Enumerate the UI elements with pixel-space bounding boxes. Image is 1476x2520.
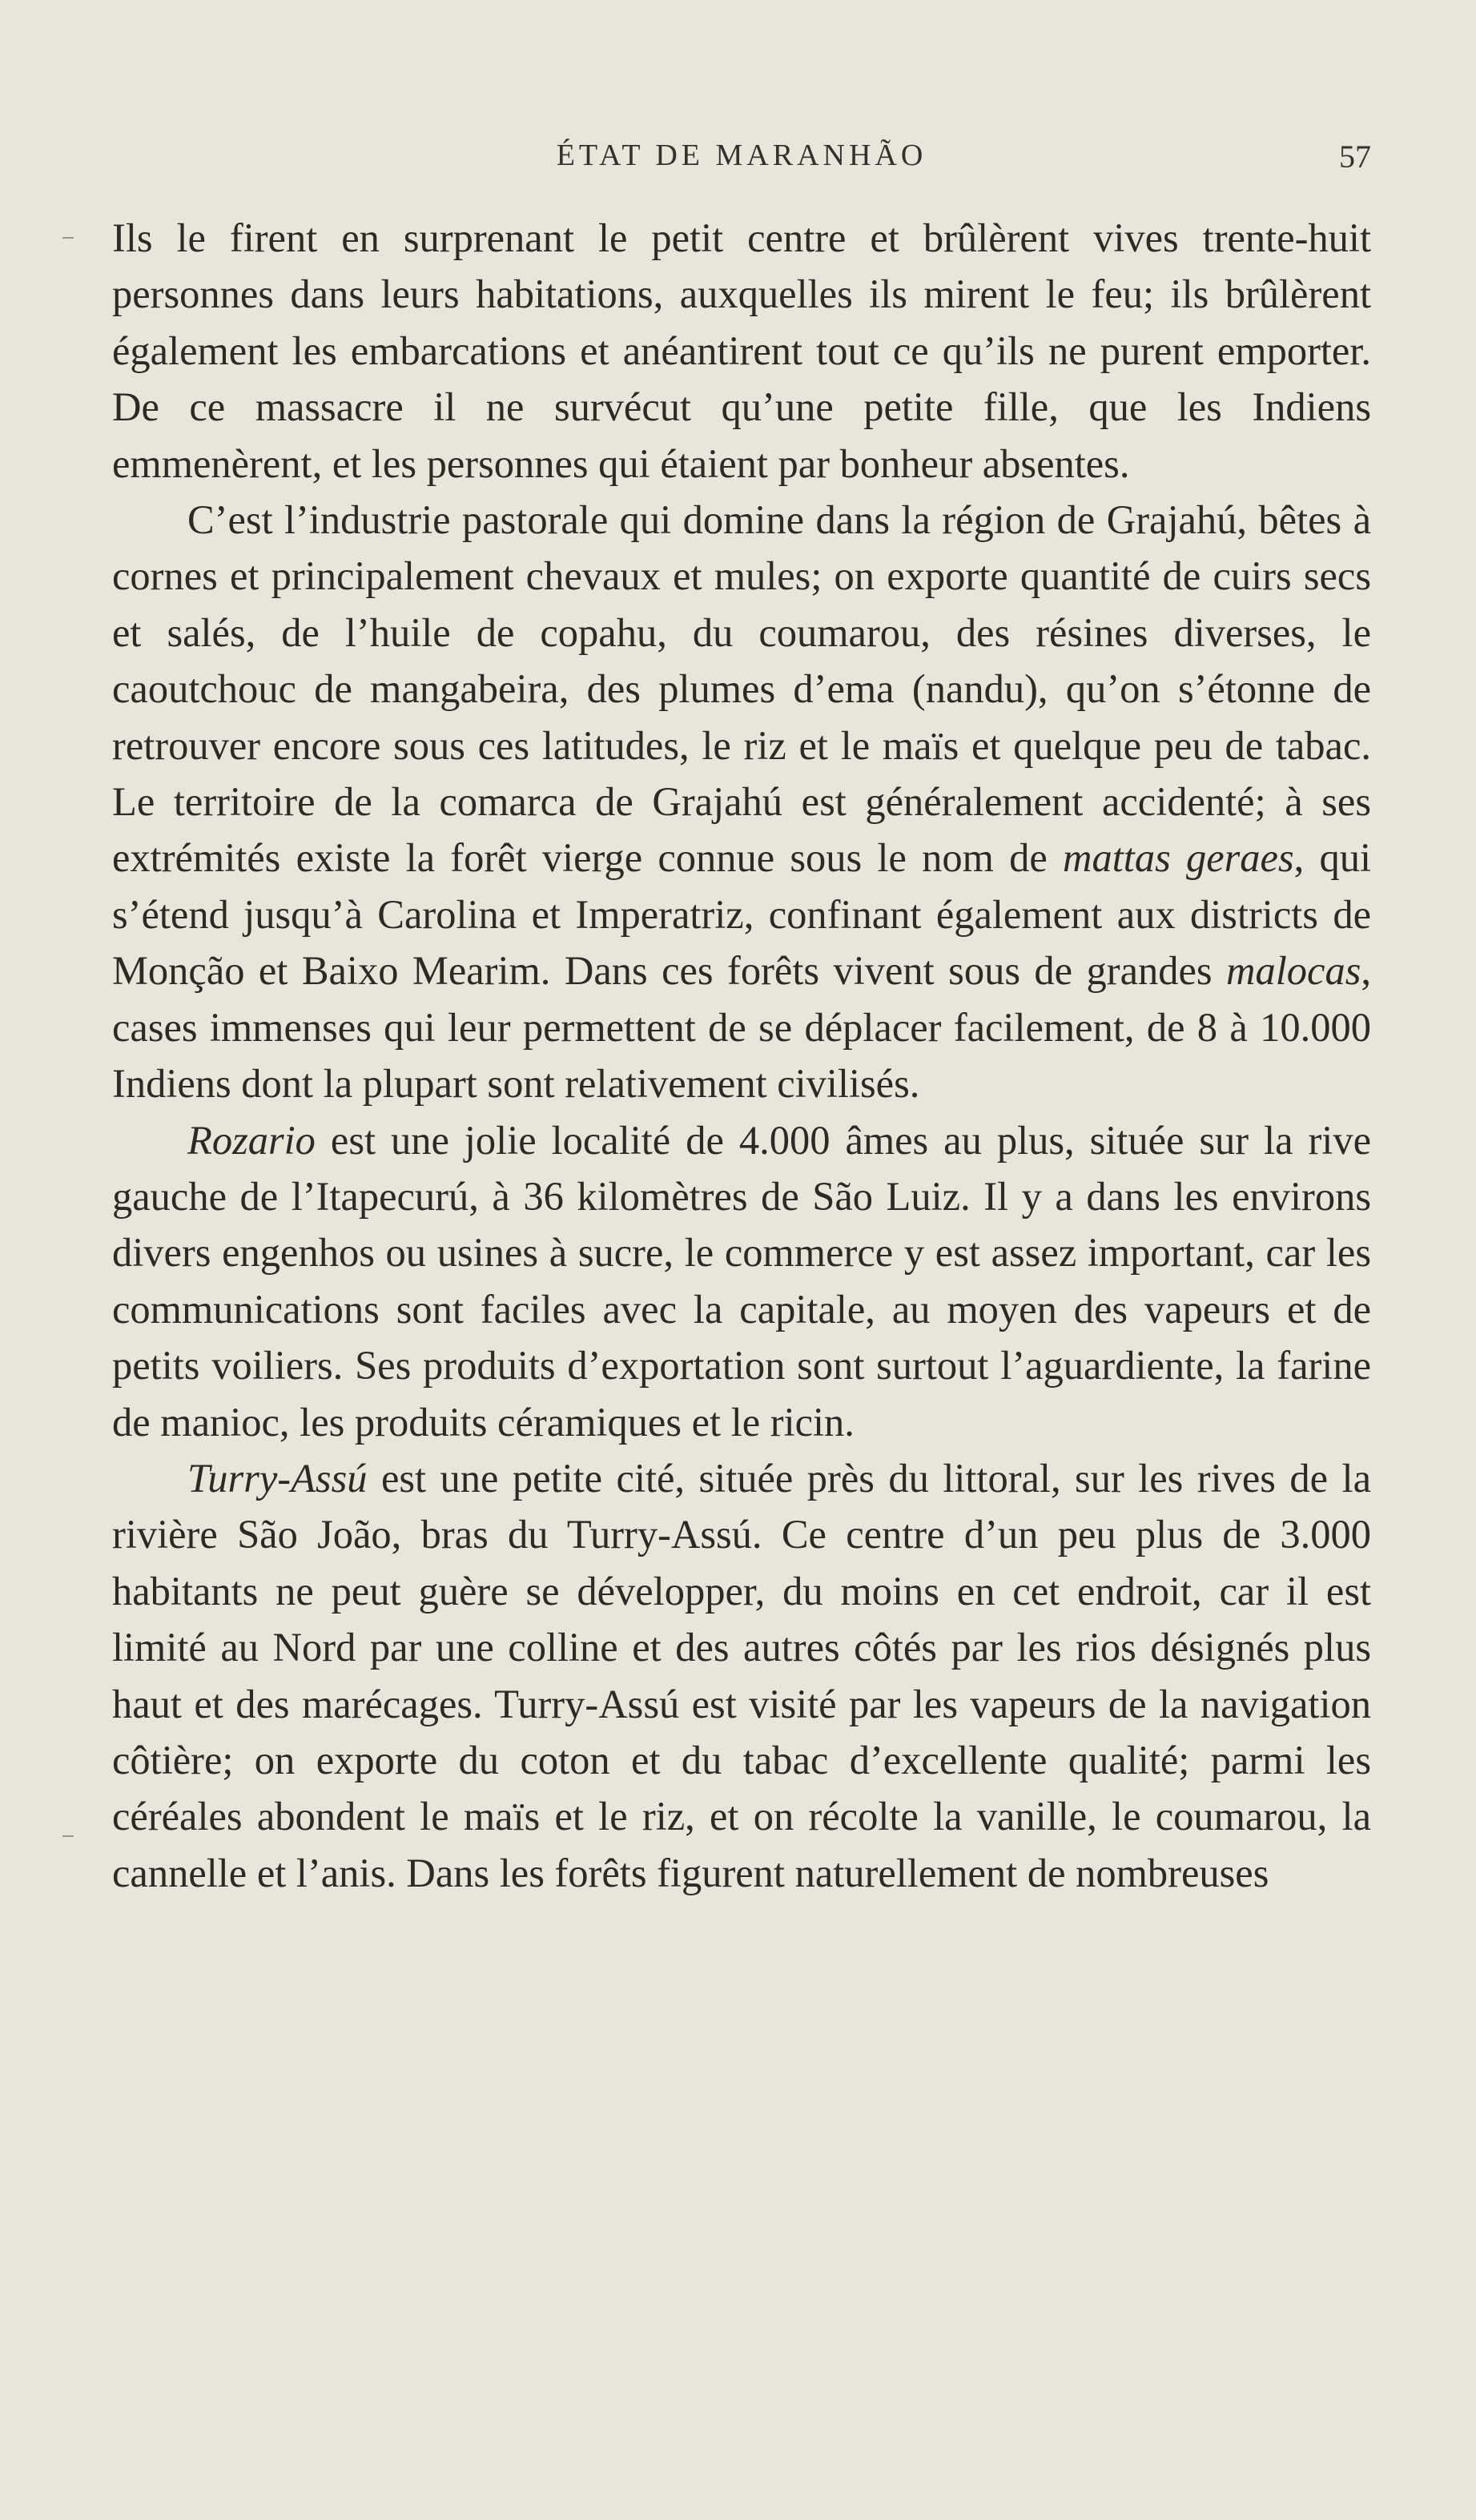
italic-term: malocas <box>1226 948 1361 994</box>
paragraph <box>112 492 1371 1111</box>
paragraph <box>112 210 1371 492</box>
margin-mark <box>62 237 74 239</box>
body-text <box>112 210 1371 1901</box>
running-title: ÉTAT DE MARANHÃO <box>556 139 927 172</box>
paragraph-text: , qui s’étend jusqu’à Carolina et Imperatriz, confinant également aux districts de Monção et Baixo Mearim. Dans ces forêts vivent sous de grandes <box>112 835 1372 994</box>
margin-mark <box>62 1835 74 1837</box>
paragraph-text: C’est l’industrie pastorale qui domine dans la région de Grajahú, bêtes à cornes et principalement chevaux et mules; on exporte quantité de cuirs secs et salés, de l’huile de copahu, du coumarou, des résines diverses, le caoutchouc de mangabeira, des plumes d’ema (nandu), qu’on s’étonne de retrouver encore sous ces latitudes, le riz et le maïs et quelque peu de tabac. Le territoire de la comarca de Grajahú est généralement accidenté; à ses extrémités existe la forêt vierge connue sous le nom de <box>112 497 1371 881</box>
paragraph <box>112 1450 1371 1901</box>
paragraph <box>112 1112 1371 1450</box>
running-head <box>112 138 1371 186</box>
paragraph-text: , cases immenses qui leur permettent de se déplacer facilement, de 8 à 10.000 Indiens dont la plupart sont relativement civilisés. <box>112 948 1371 1107</box>
italic-term: mattas geraes <box>1063 835 1294 881</box>
italic-place-name: Rozario <box>187 1117 316 1163</box>
paragraph-text: est une petite cité, située près du littoral, sur les rives de la rivière São João, bras du Turry-Assú. Ce centre d’un peu plus de 3.000 habitants ne peut guère se développer, du moins en cet endroit, car il est limité au Nord par une colline et des autres côtés par les rios désignés plus haut et des marécages. Turry-Assú est visité par les vapeurs de la navigation côtière; on exporte du coton et du tabac d’excellente qualité; parmi les céréales abondent le maïs et le riz, et on récolte la vanille, le coumarou, la cannelle et l’anis. Dans les forêts figurent naturellement de nombreuses <box>112 1455 1371 1895</box>
paragraph-text: est une jolie localité de 4.000 âmes au plus, située sur la rive gauche de l’Itapecurú, à 36 kilomètres de São Luiz. Il y a dans les environs divers engenhos ou usines à sucre, le commerce y est assez important, car les communications sont faciles avec la capitale, au moyen des vapeurs et de petits voiliers. Ses produits d’exportation sont surtout l’aguardiente, la farine de manioc, les produits céramiques et le ricin. <box>112 1117 1371 1445</box>
italic-place-name: Turry-Assú <box>187 1455 368 1501</box>
page-number: 57 <box>1339 139 1371 175</box>
paragraph-text: Ils le firent en surprenant le petit centre et brûlèrent vives trente-huit personnes dans leurs habitations, auxquelles ils mirent le feu; ils brûlèrent également les embarcations et anéantirent tout ce qu’ils ne purent emporter. De ce massacre il ne survécut qu’une petite fille, que les Indiens emmenèrent, et les personnes qui étaient par bonheur absentes. <box>112 215 1371 486</box>
